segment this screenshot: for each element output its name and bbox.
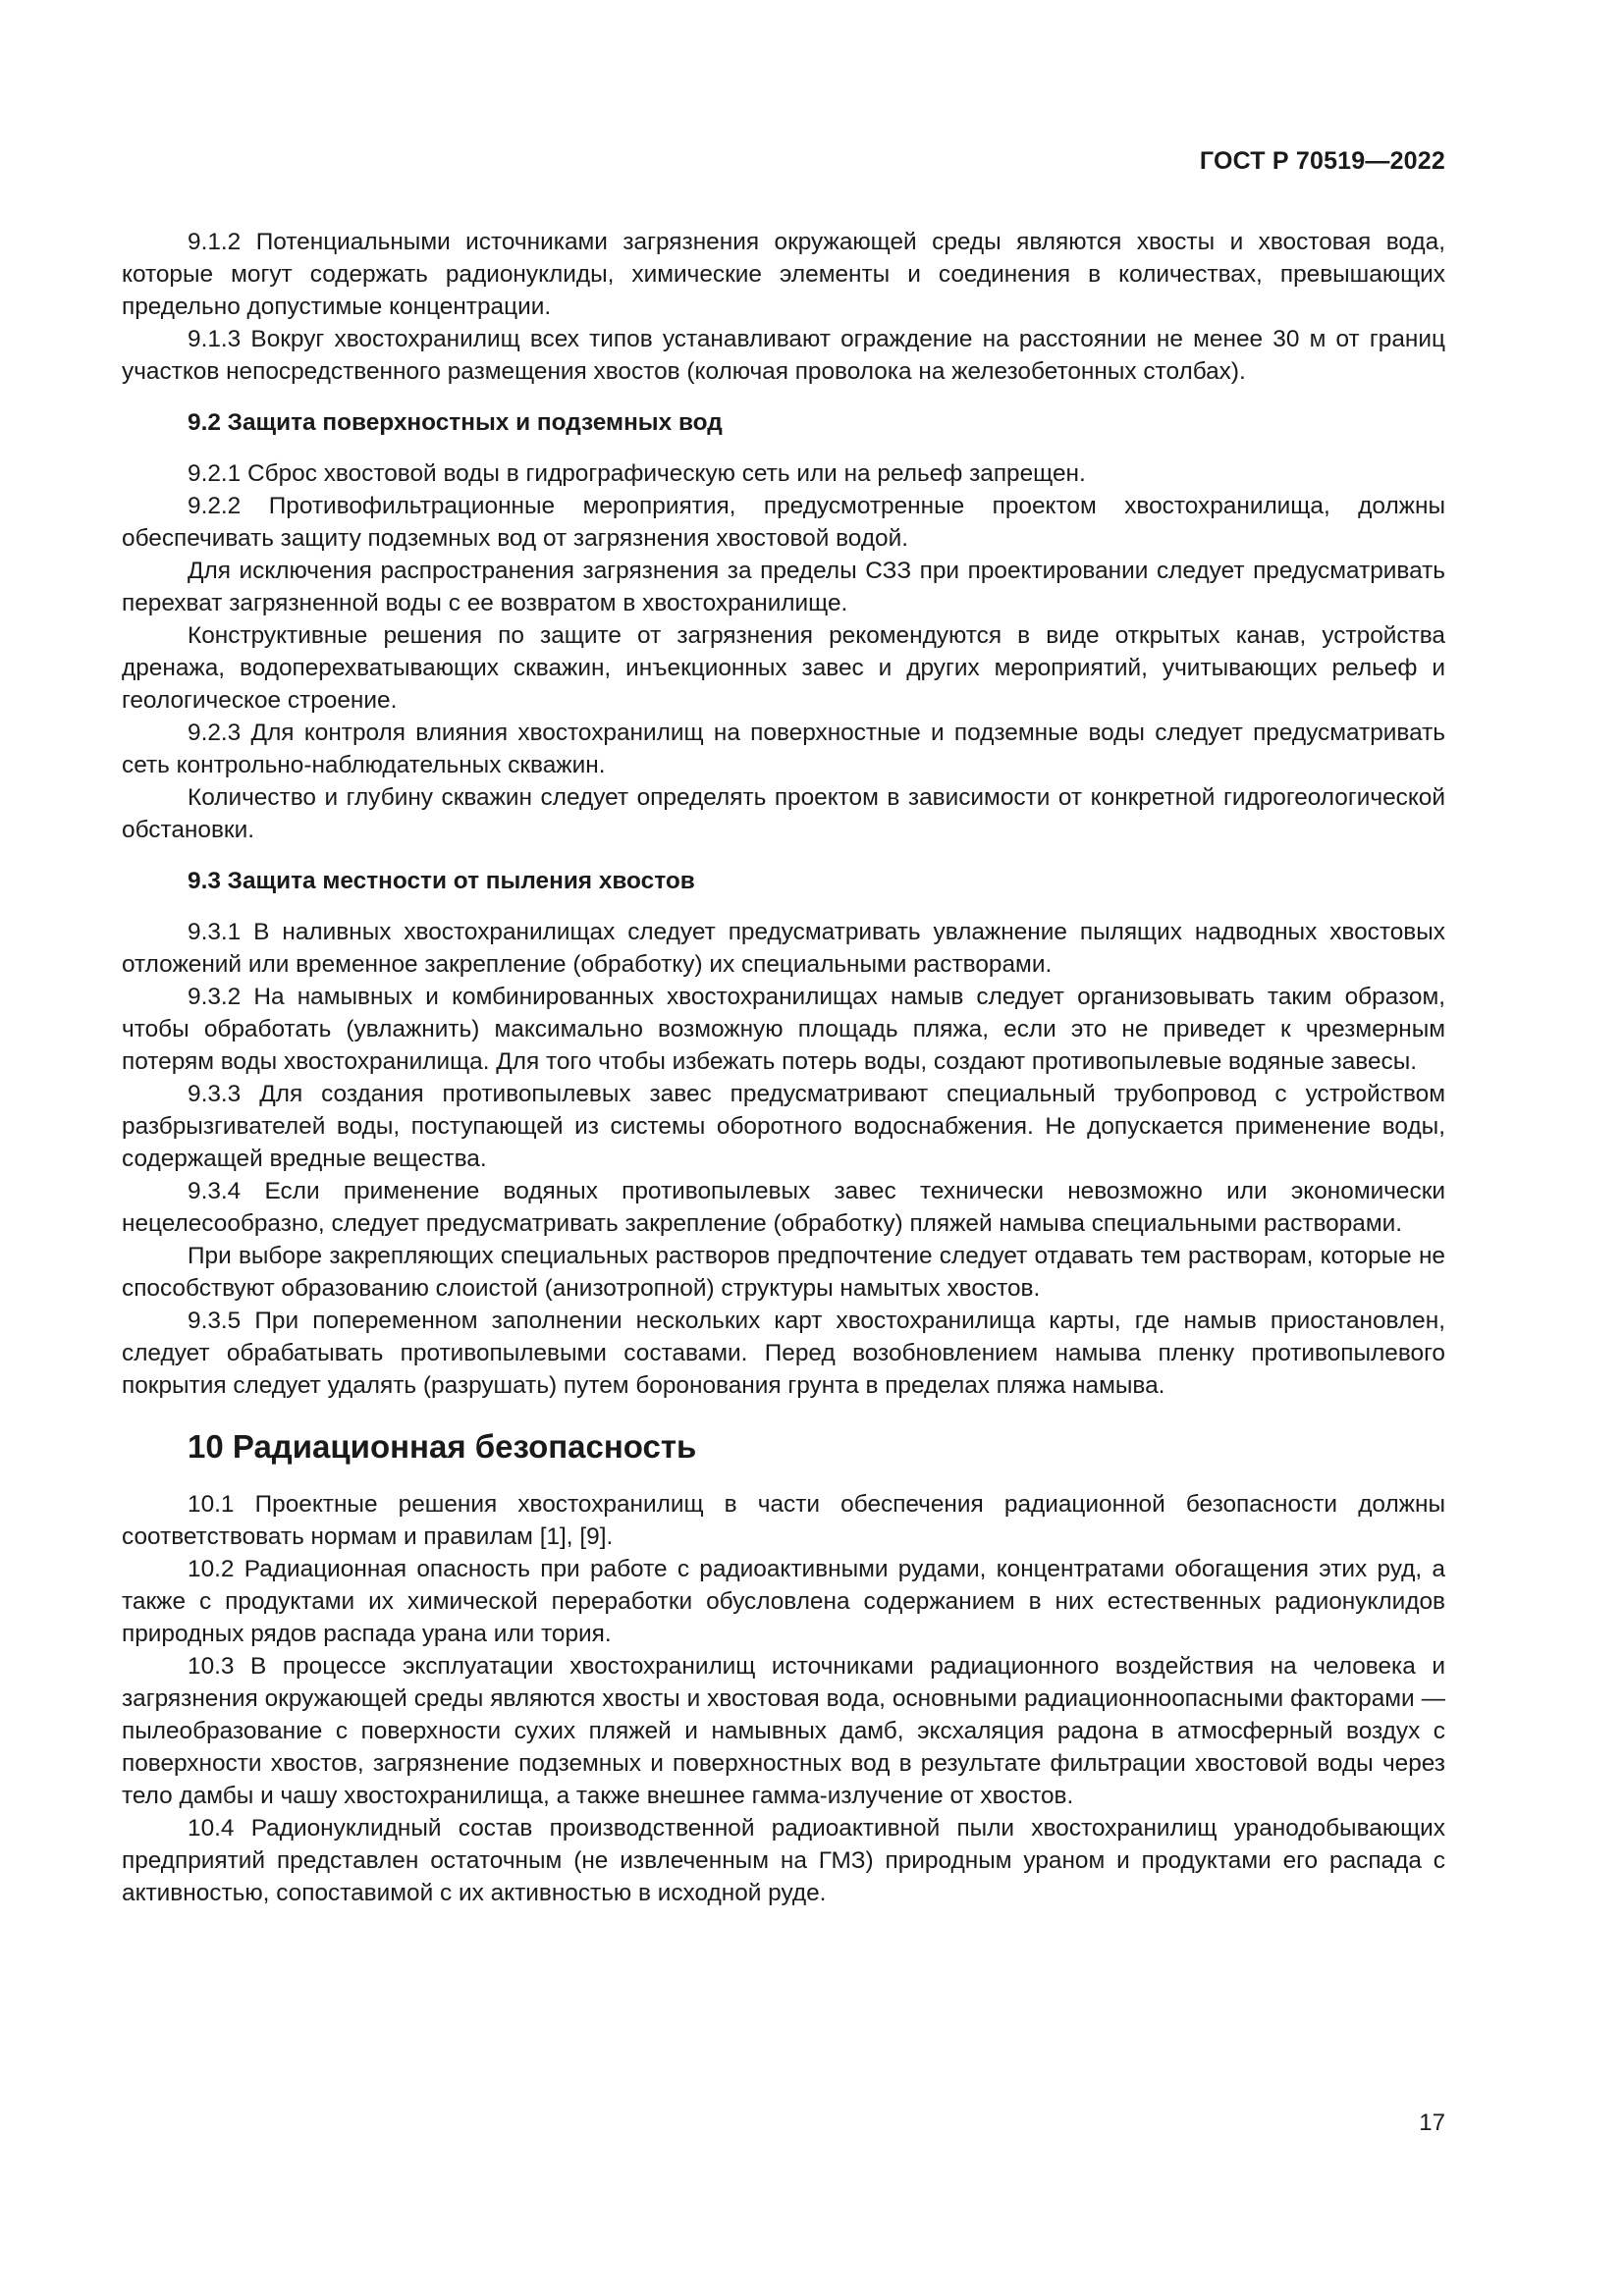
chapter-heading-10: 10 Радиационная безопасность (188, 1428, 697, 1465)
paragraph-9-2-2: 9.2.2 Противофильтрационные мероприятия, предусмотренные проектом хвостохранилища, должны обеспечивать защиту подземных вод от загрязнения хвостовой водой. (122, 493, 1445, 552)
section-heading-9-3: 9.3 Защита местности от пыления хвостов (188, 868, 695, 894)
document-body (122, 226, 1445, 1909)
paragraph-9-3-2: 9.3.2 На намывных и комбинированных хвостохранилищах намыв следует организовывать таким образом, чтобы обработать (увлажнить) максимально возможную площадь пляжа, если это не приведет к чрезмерным потерям воды хвостохранилища. Для того чтобы избежать потерь воды, создают противопылевые водяные завесы. (122, 984, 1445, 1075)
paragraph: Конструктивные решения по защите от загрязнения рекомендуются в виде открытых канав, устройства дренажа, водоперехватывающих скважин, инъекционных завес и других мероприятий, учитывающих рельеф и геологическое строение. (122, 622, 1445, 714)
paragraph: Количество и глубину скважин следует определять проектом в зависимости от конкретной гидрогеологической обстановки. (122, 784, 1445, 843)
paragraph: При выборе закрепляющих специальных растворов предпочтение следует отдавать тем растворам, которые не способствуют образованию слоистой (анизотропной) структуры намытых хвостов. (122, 1243, 1445, 1302)
paragraph-9-2-3: 9.2.3 Для контроля влияния хвостохранилищ на поверхностные и подземные воды следует предусматривать сеть контрольно-наблюдательных скважин. (122, 720, 1445, 778)
paragraph-9-1-2: 9.1.2 Потенциальными источниками загрязнения окружающей среды являются хвосты и хвостовая вода, которые могут содержать радионуклиды, химические элементы и соединения в количествах, превышающих предельно допустимые концентрации. (122, 229, 1445, 320)
paragraph-9-3-3: 9.3.3 Для создания противопылевых завес предусматривают специальный трубопровод с устройством разбрызгивателей воды, поступающей из системы оборотного водоснабжения. Не допускается применение воды, содержащей вредные вещества. (122, 1081, 1445, 1172)
paragraph-9-2-1: 9.2.1 Сброс хвостовой воды в гидрографическую сеть или на рельеф запрещен. (188, 460, 1086, 487)
paragraph-10-4: 10.4 Радионуклидный состав производственной радиоактивной пыли хвостохранилищ уранодобывающих предприятий представлен остаточным (не извлеченным на ГМЗ) природным ураном и продуктами его распада с активностью, сопоставимой с их активностью в исходной руде. (122, 1815, 1445, 1906)
section-heading-9-2: 9.2 Защита поверхностных и подземных вод (188, 409, 723, 436)
document-id-header: ГОСТ Р 70519—2022 (1199, 147, 1445, 175)
paragraph-9-1-3: 9.1.3 Вокруг хвостохранилищ всех типов устанавливают ограждение на расстоянии не менее 30 м от границ участков непосредственного размещения хвостов (колючая проволока на железобетонных столбах). (122, 326, 1445, 385)
paragraph-9-3-4: 9.3.4 Если применение водяных противопылевых завес технически невозможно или экономически нецелесообразно, следует предусматривать закрепление (обработку) пляжей намыва специальными растворами. (122, 1178, 1445, 1237)
page-number: 17 (1419, 2109, 1445, 2136)
paragraph-10-3: 10.3 В процессе эксплуатации хвостохранилищ источниками радиационного воздействия на человека и загрязнения окружающей среды являются хвосты и хвостовая вода, основными радиационноопасными факторами — пылеобразование с поверхности сухих пляжей и намывных дамб, эксхаляция радона в атмосферный воздух с поверхности хвостов, загрязнение подземных и поверхностных вод в результате фильтрации хвостовой воды через тело дамбы и чашу хвостохранилища, а также внешнее гамма-излучение от хвостов. (122, 1653, 1445, 1809)
paragraph-10-1: 10.1 Проектные решения хвостохранилищ в части обеспечения радиационной безопасности должны соответствовать нормам и правилам [1], [9]. (122, 1491, 1445, 1550)
paragraph: Для исключения распространения загрязнения за пределы СЗЗ при проектировании следует предусматривать перехват загрязненной воды с ее возвратом в хвостохранилище. (122, 558, 1445, 616)
paragraph-10-2: 10.2 Радиационная опасность при работе с радиоактивными рудами, концентратами обогащения этих руд, а также с продуктами их химической переработки обусловлена содержанием в них естественных радионуклидов природных рядов распада урана или тория. (122, 1556, 1445, 1647)
paragraph-9-3-1: 9.3.1 В наливных хвостохранилищах следует предусматривать увлажнение пылящих надводных хвостовых отложений или временное закрепление (обработку) их специальными растворами. (122, 919, 1445, 978)
paragraph-9-3-5: 9.3.5 При попеременном заполнении нескольких карт хвостохранилища карты, где намыв приостановлен, следует обрабатывать противопылевыми составами. Перед возобновлением намыва пленку противопылевого покрытия следует удалять (разрушать) путем боронования грунта в пределах пляжа намыва. (122, 1308, 1445, 1399)
